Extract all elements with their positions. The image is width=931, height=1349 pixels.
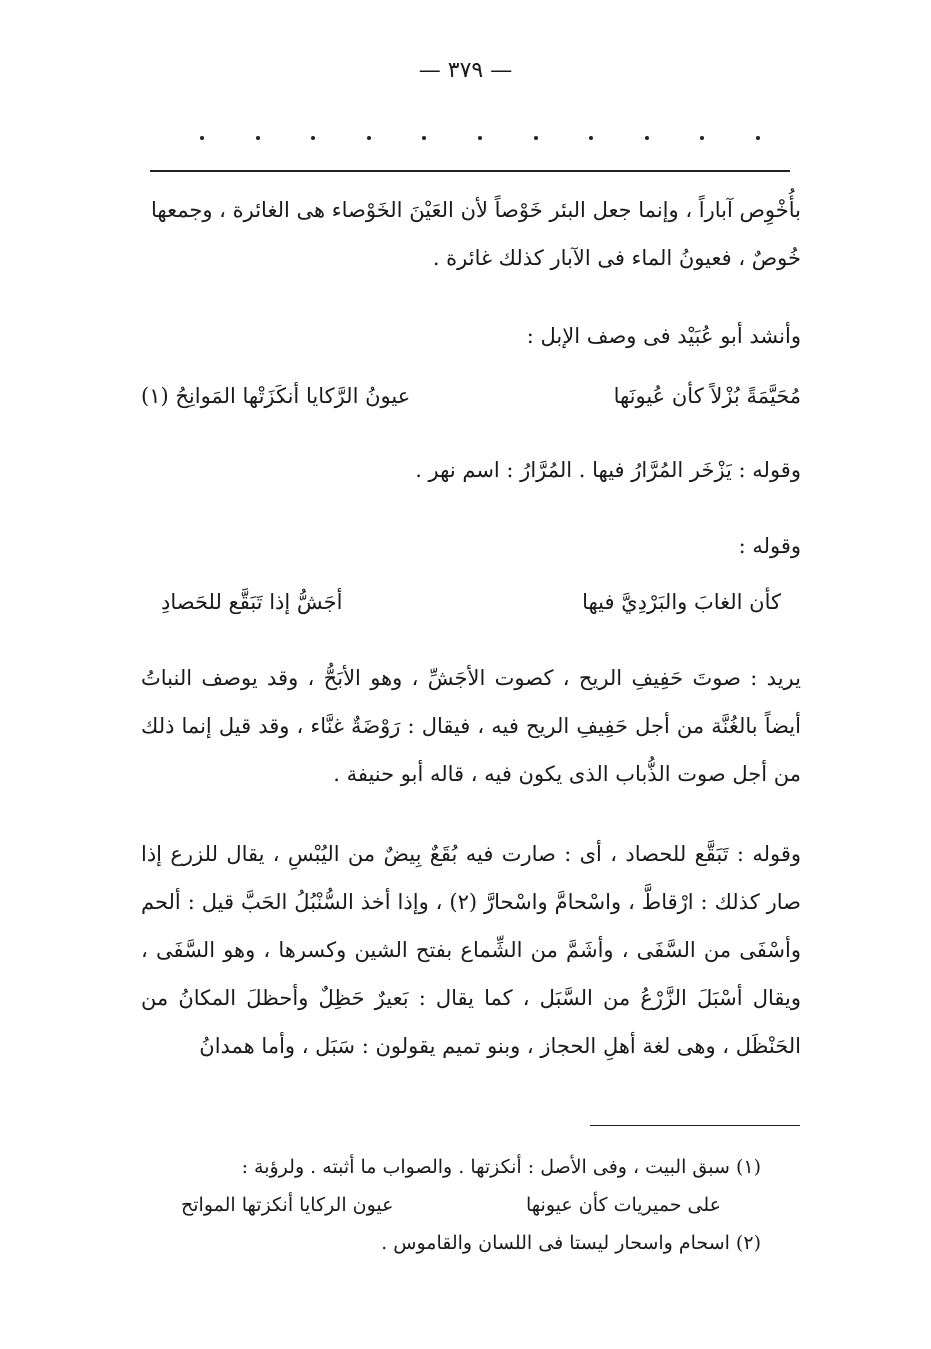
dot-icon: [311, 136, 315, 140]
dot-icon: [367, 136, 371, 140]
paragraph-abu-ubayd: وأنشد أبو عُبَيْد فى وصف الإبل :: [526, 324, 801, 348]
footnote-2: (٢) اسحام واسحار ليستا فى اللسان والقاموس .: [381, 1232, 761, 1254]
paragraph-wells: بأُخْوِص آباراً ، وإنما جعل البئر خَوْصاً لأن العَيْنَ الخَوْصاء هى الغائرة ، وجمعها خُوصٌ ، فعيونُ الماء فى الآبار كذلك غائرة .: [151, 198, 801, 270]
paragraph-harvest: وقوله : تَبَقَّع للحصاد ، أى : صارت فيه بُقَعٌ بِيضٌ من اليُبْسِ ، يقال للزرع إذا صار كذلك : ارْقاطَّ ، واسْحامَّ واسْحارَّ (٢) ، وإذا أخذ السُّنْبُلُ الحَبَّ قيل : ألحم وأسْفَى من السَّفَى ، وأشَمَّ من الشِّماع بفتح الشين وكسرها ، وهو السَّفَى ، ويقال أسْبَلَ الزَّرْعُ من السَّبَل ، كما يقال : بَعيرٌ حَظِلٌ وأحظلَ المكانُ من الحَنْظَل ، وهى لغة أهلِ الحجاز ، وبنو تميم يقولون : سَبَل ، وأما همدانُ: [141, 842, 801, 1058]
verse-second-hemistich: عيونُ الرَّكايا أنكَزَتْها المَوانِحُ (١): [141, 384, 411, 408]
paragraph-qawluhu: وقوله :: [738, 534, 801, 558]
paragraph-wind-sound: يريد : صوتَ حَفِيفِ الريح ، كصوت الأجَشِّ ، وهو الأبَحُّ ، وقد يوصف النباتُ أيضاً بالغُنَّة من أجل حَفِيفِ الريح فيه ، فيقال : رَوْضَةٌ غنَّاء ، وقد قيل إنما ذلك من أجل صوت الذُّباب الذى يكون فيه ، قاله أبو حنيفة .: [141, 666, 801, 786]
dot-icon: [534, 136, 538, 140]
dot-icon: [645, 136, 649, 140]
verse-first-hemistich: مُحَيَّمَةً بُزْلاً كأن عُيونَها: [613, 384, 801, 408]
footnotes: [141, 1148, 761, 1262]
verse-reeds: [161, 582, 781, 622]
dot-icon: [478, 136, 482, 140]
footnote-verse-first: على حميريات كأن عيونها: [525, 1194, 721, 1216]
footnote-1-verse: [141, 1186, 761, 1224]
dot-icon: [256, 136, 260, 140]
dot-icon: [700, 136, 704, 140]
footnote-1: (١) سبق البيت ، وفى الأصل : أنكزتها . والصواب ما أثبته . ولرؤبة :: [241, 1156, 761, 1178]
verse-first-hemistich: كأن الغابَ والبَرْدِيَّ فيها: [582, 590, 781, 614]
paragraph-murrar: وقوله : يَزْخَر المُرَّارُ فيها . المُرَّارُ : اسم نهر .: [415, 458, 801, 482]
dot-icon: [200, 136, 204, 140]
header-rule: [150, 170, 790, 172]
verse-second-hemistich: أجَشُّ إذا تَبَقَّع للحَصادِ: [161, 590, 343, 614]
footnote-verse-second: عيون الركايا أنكزتها المواتح: [181, 1194, 394, 1216]
verse-camels: [141, 376, 801, 416]
ornamental-dots: [200, 128, 760, 148]
dot-icon: [422, 136, 426, 140]
dot-icon: [756, 136, 760, 140]
footnote-rule: [590, 1125, 800, 1126]
page-number: — ٣٧٩ —: [418, 58, 513, 83]
dot-icon: [589, 136, 593, 140]
